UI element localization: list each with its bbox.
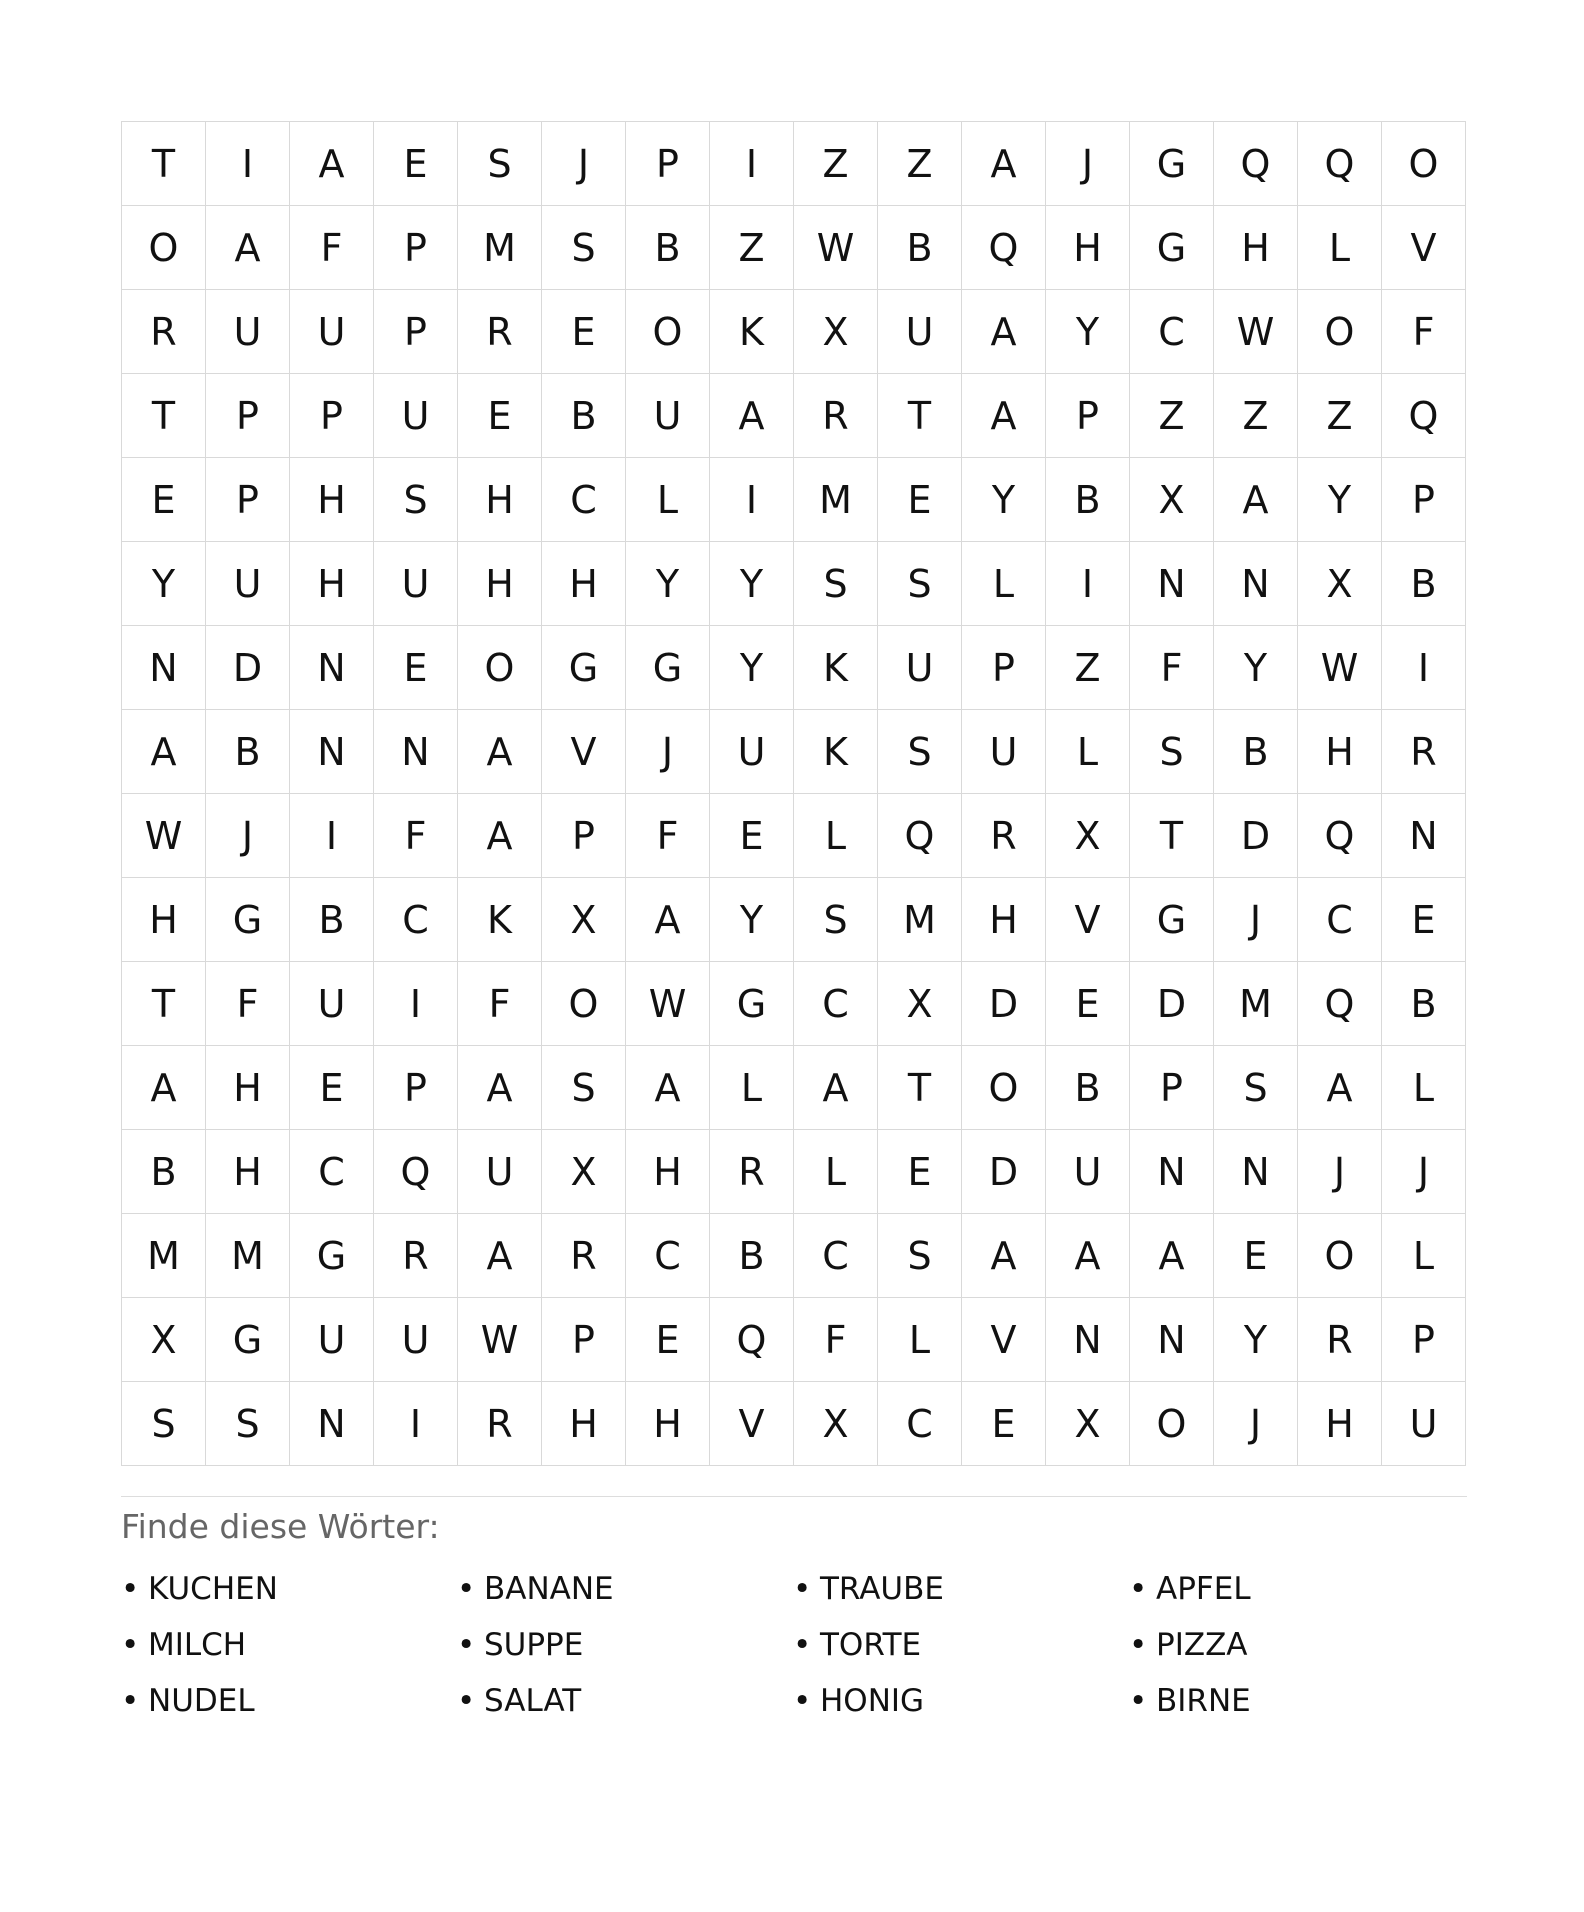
grid-cell[interactable]: J bbox=[206, 794, 290, 878]
grid-cell[interactable]: R bbox=[710, 1130, 794, 1214]
grid-cell[interactable]: P bbox=[374, 1046, 458, 1130]
grid-cell[interactable]: M bbox=[458, 206, 542, 290]
grid-cell[interactable]: P bbox=[542, 1298, 626, 1382]
grid-cell[interactable]: J bbox=[542, 122, 626, 206]
grid-cell[interactable]: F bbox=[626, 794, 710, 878]
grid-cell[interactable]: A bbox=[458, 1046, 542, 1130]
grid-cell[interactable]: H bbox=[542, 542, 626, 626]
word-label: TRAUBE bbox=[820, 1571, 944, 1607]
grid-cell[interactable]: E bbox=[626, 1298, 710, 1382]
grid-cell[interactable]: A bbox=[962, 374, 1046, 458]
grid-cell[interactable]: C bbox=[626, 1214, 710, 1298]
grid-cell[interactable]: Q bbox=[1214, 122, 1298, 206]
grid-cell[interactable]: R bbox=[458, 290, 542, 374]
grid-cell[interactable]: E bbox=[1382, 878, 1466, 962]
grid-cell[interactable]: C bbox=[794, 962, 878, 1046]
grid-cell[interactable]: O bbox=[1298, 1214, 1382, 1298]
grid-cell[interactable]: E bbox=[1214, 1214, 1298, 1298]
grid-cell[interactable]: C bbox=[290, 1130, 374, 1214]
grid-cell[interactable]: L bbox=[1046, 710, 1130, 794]
grid-cell[interactable]: R bbox=[458, 1382, 542, 1466]
grid-cell[interactable]: M bbox=[878, 878, 962, 962]
grid-cell[interactable]: A bbox=[122, 1046, 206, 1130]
grid-cell[interactable]: W bbox=[122, 794, 206, 878]
grid-cell[interactable]: P bbox=[626, 122, 710, 206]
grid-cell[interactable]: T bbox=[878, 374, 962, 458]
grid-cell[interactable]: Z bbox=[1214, 374, 1298, 458]
grid-cell[interactable]: I bbox=[710, 122, 794, 206]
grid-cell[interactable]: N bbox=[1214, 1130, 1298, 1214]
grid-cell[interactable]: P bbox=[290, 374, 374, 458]
grid-cell[interactable]: N bbox=[290, 710, 374, 794]
grid-cell[interactable]: A bbox=[626, 878, 710, 962]
grid-cell[interactable]: A bbox=[1214, 458, 1298, 542]
grid-cell[interactable]: V bbox=[1382, 206, 1466, 290]
grid-cell[interactable]: G bbox=[290, 1214, 374, 1298]
grid-cell[interactable]: T bbox=[878, 1046, 962, 1130]
grid-cell[interactable]: R bbox=[122, 290, 206, 374]
grid-cell[interactable]: Y bbox=[626, 542, 710, 626]
grid-cell[interactable]: K bbox=[794, 626, 878, 710]
word-label: KUCHEN bbox=[148, 1571, 278, 1607]
grid-cell[interactable]: H bbox=[458, 458, 542, 542]
grid-cell[interactable]: A bbox=[290, 122, 374, 206]
grid-cell[interactable]: Z bbox=[1130, 374, 1214, 458]
word-search-puzzle bbox=[121, 121, 1467, 1722]
grid-cell[interactable]: T bbox=[122, 122, 206, 206]
grid-cell[interactable]: Z bbox=[1046, 626, 1130, 710]
bullet-icon: • bbox=[1129, 1683, 1148, 1719]
grid-cell[interactable]: O bbox=[1130, 1382, 1214, 1466]
grid-cell[interactable]: S bbox=[374, 458, 458, 542]
grid-cell[interactable]: V bbox=[710, 1382, 794, 1466]
grid-cell[interactable]: B bbox=[290, 878, 374, 962]
grid-cell[interactable]: W bbox=[1214, 290, 1298, 374]
grid-cell[interactable]: B bbox=[710, 1214, 794, 1298]
grid-cell[interactable]: S bbox=[542, 206, 626, 290]
grid-cell[interactable]: M bbox=[206, 1214, 290, 1298]
grid-cell[interactable]: S bbox=[878, 1214, 962, 1298]
grid-cell[interactable]: Y bbox=[1298, 458, 1382, 542]
word-label: SUPPE bbox=[484, 1627, 584, 1663]
grid-cell[interactable]: H bbox=[1298, 1382, 1382, 1466]
grid-cell[interactable]: F bbox=[794, 1298, 878, 1382]
grid-cell[interactable]: H bbox=[122, 878, 206, 962]
grid-cell[interactable]: L bbox=[1298, 206, 1382, 290]
grid-cell[interactable]: S bbox=[458, 122, 542, 206]
grid-cell[interactable]: C bbox=[542, 458, 626, 542]
word-label: BANANE bbox=[484, 1571, 614, 1607]
grid-cell[interactable]: U bbox=[710, 710, 794, 794]
grid-cell[interactable]: R bbox=[1298, 1298, 1382, 1382]
grid-cell[interactable]: U bbox=[206, 542, 290, 626]
grid-cell[interactable]: J bbox=[1382, 1130, 1466, 1214]
grid-cell[interactable]: Z bbox=[794, 122, 878, 206]
bullet-icon: • bbox=[457, 1571, 476, 1607]
grid-cell[interactable]: A bbox=[458, 1214, 542, 1298]
word-label: APFEL bbox=[1156, 1571, 1251, 1607]
word-list-item bbox=[1129, 1568, 1465, 1610]
grid-cell[interactable]: J bbox=[1214, 1382, 1298, 1466]
grid-cell[interactable]: U bbox=[290, 290, 374, 374]
grid-cell[interactable]: H bbox=[626, 1130, 710, 1214]
grid-cell[interactable]: A bbox=[122, 710, 206, 794]
grid-cell[interactable]: G bbox=[206, 1298, 290, 1382]
grid-cell[interactable]: K bbox=[710, 290, 794, 374]
grid-cell[interactable]: B bbox=[878, 206, 962, 290]
grid-cell[interactable]: I bbox=[1046, 542, 1130, 626]
grid-cell[interactable]: R bbox=[794, 374, 878, 458]
grid-cell[interactable]: O bbox=[122, 206, 206, 290]
word-list-item bbox=[793, 1568, 1129, 1610]
grid-cell[interactable]: H bbox=[206, 1130, 290, 1214]
grid-cell[interactable]: N bbox=[1130, 542, 1214, 626]
grid-cell[interactable]: N bbox=[374, 710, 458, 794]
grid-cell[interactable]: Z bbox=[878, 122, 962, 206]
grid-cell[interactable]: L bbox=[626, 458, 710, 542]
grid-cell[interactable]: E bbox=[122, 458, 206, 542]
grid-cell[interactable]: H bbox=[290, 458, 374, 542]
word-list-item bbox=[793, 1624, 1129, 1666]
grid-cell[interactable]: S bbox=[794, 878, 878, 962]
grid-cell[interactable]: R bbox=[542, 1214, 626, 1298]
word-list-item bbox=[1129, 1624, 1465, 1666]
divider bbox=[121, 1496, 1467, 1497]
grid-cell[interactable]: A bbox=[1046, 1214, 1130, 1298]
bullet-icon: • bbox=[793, 1571, 812, 1607]
grid-cell[interactable]: B bbox=[206, 710, 290, 794]
grid-cell[interactable]: L bbox=[794, 1130, 878, 1214]
grid-cell[interactable]: C bbox=[878, 1382, 962, 1466]
grid-cell[interactable]: O bbox=[626, 290, 710, 374]
grid-cell[interactable]: O bbox=[1382, 122, 1466, 206]
grid-cell[interactable]: G bbox=[1130, 206, 1214, 290]
grid-cell[interactable]: H bbox=[542, 1382, 626, 1466]
grid-cell[interactable]: P bbox=[374, 206, 458, 290]
grid-cell[interactable]: C bbox=[1130, 290, 1214, 374]
grid-cell[interactable]: N bbox=[1214, 542, 1298, 626]
grid-cell[interactable]: E bbox=[374, 626, 458, 710]
grid-cell[interactable]: S bbox=[878, 542, 962, 626]
grid-cell[interactable]: E bbox=[878, 1130, 962, 1214]
grid-cell[interactable]: I bbox=[374, 962, 458, 1046]
grid-cell[interactable]: I bbox=[1382, 626, 1466, 710]
grid-cell[interactable]: Q bbox=[1298, 962, 1382, 1046]
grid-cell[interactable]: L bbox=[794, 794, 878, 878]
grid-cell[interactable]: M bbox=[1214, 962, 1298, 1046]
bullet-icon: • bbox=[121, 1683, 140, 1719]
grid-cell[interactable]: H bbox=[1046, 206, 1130, 290]
grid-cell[interactable]: D bbox=[962, 1130, 1046, 1214]
grid-cell[interactable]: T bbox=[122, 962, 206, 1046]
word-label: PIZZA bbox=[1156, 1627, 1248, 1663]
grid-cell[interactable]: A bbox=[962, 290, 1046, 374]
word-label: HONIG bbox=[820, 1683, 925, 1719]
grid-cell[interactable]: N bbox=[1382, 794, 1466, 878]
bullet-icon: • bbox=[793, 1627, 812, 1663]
grid-cell[interactable]: M bbox=[794, 458, 878, 542]
grid-cell[interactable]: P bbox=[1382, 1298, 1466, 1382]
grid-cell[interactable]: W bbox=[626, 962, 710, 1046]
grid-cell[interactable]: X bbox=[1046, 1382, 1130, 1466]
grid-cell[interactable]: A bbox=[1298, 1046, 1382, 1130]
word-label: BIRNE bbox=[1156, 1683, 1251, 1719]
grid-cell[interactable]: U bbox=[1382, 1382, 1466, 1466]
grid-cell[interactable]: E bbox=[1046, 962, 1130, 1046]
grid-cell[interactable]: N bbox=[122, 626, 206, 710]
grid-cell[interactable]: G bbox=[206, 878, 290, 962]
grid-cell[interactable]: U bbox=[290, 962, 374, 1046]
grid-cell[interactable]: A bbox=[626, 1046, 710, 1130]
grid-cell[interactable]: U bbox=[206, 290, 290, 374]
grid-cell[interactable]: I bbox=[374, 1382, 458, 1466]
grid-cell[interactable]: O bbox=[962, 1046, 1046, 1130]
bullet-icon: • bbox=[121, 1571, 140, 1607]
grid-cell[interactable]: P bbox=[1382, 458, 1466, 542]
bullet-icon: • bbox=[793, 1683, 812, 1719]
grid-cell[interactable]: E bbox=[458, 374, 542, 458]
grid-cell[interactable]: L bbox=[1382, 1046, 1466, 1130]
grid-cell[interactable]: G bbox=[542, 626, 626, 710]
grid-cell[interactable]: D bbox=[206, 626, 290, 710]
grid-cell[interactable]: R bbox=[962, 794, 1046, 878]
grid-cell[interactable]: V bbox=[542, 710, 626, 794]
grid-cell[interactable]: A bbox=[1130, 1214, 1214, 1298]
grid-cell[interactable]: P bbox=[1130, 1046, 1214, 1130]
grid-cell[interactable]: Y bbox=[122, 542, 206, 626]
word-list bbox=[121, 1568, 1467, 1722]
grid-cell[interactable]: Q bbox=[374, 1130, 458, 1214]
grid-cell[interactable]: B bbox=[1382, 542, 1466, 626]
grid-cell[interactable]: S bbox=[794, 542, 878, 626]
grid-cell[interactable]: J bbox=[1214, 878, 1298, 962]
grid-cell[interactable]: J bbox=[1046, 122, 1130, 206]
grid-cell[interactable]: Q bbox=[878, 794, 962, 878]
grid-cell[interactable]: P bbox=[206, 458, 290, 542]
grid-cell[interactable]: V bbox=[1046, 878, 1130, 962]
grid-cell[interactable]: G bbox=[1130, 122, 1214, 206]
grid-cell[interactable]: T bbox=[122, 374, 206, 458]
grid-cell[interactable]: B bbox=[1214, 710, 1298, 794]
grid-cell[interactable]: S bbox=[1130, 710, 1214, 794]
letter-grid bbox=[121, 121, 1466, 1466]
word-list-item bbox=[793, 1680, 1129, 1722]
grid-cell[interactable]: R bbox=[374, 1214, 458, 1298]
grid-cell[interactable]: S bbox=[878, 710, 962, 794]
grid-cell[interactable]: Z bbox=[1298, 374, 1382, 458]
grid-cell[interactable]: N bbox=[1130, 1130, 1214, 1214]
word-list-heading: Finde diese Wörter: bbox=[121, 1507, 440, 1546]
grid-cell[interactable]: T bbox=[1130, 794, 1214, 878]
bullet-icon: • bbox=[1129, 1627, 1148, 1663]
bullet-icon: • bbox=[121, 1627, 140, 1663]
bullet-icon: • bbox=[457, 1683, 476, 1719]
grid-cell[interactable]: D bbox=[1214, 794, 1298, 878]
word-label: MILCH bbox=[148, 1627, 247, 1663]
grid-cell[interactable]: Q bbox=[710, 1298, 794, 1382]
grid-cell[interactable]: W bbox=[458, 1298, 542, 1382]
grid-cell[interactable]: U bbox=[962, 710, 1046, 794]
grid-cell[interactable]: X bbox=[794, 290, 878, 374]
word-label: SALAT bbox=[484, 1683, 582, 1719]
grid-cell[interactable]: Q bbox=[1298, 794, 1382, 878]
grid-cell[interactable]: E bbox=[710, 794, 794, 878]
grid-cell[interactable]: F bbox=[1382, 290, 1466, 374]
grid-cell[interactable]: U bbox=[1046, 1130, 1130, 1214]
grid-cell[interactable]: B bbox=[1046, 458, 1130, 542]
grid-cell[interactable]: X bbox=[1298, 542, 1382, 626]
grid-cell[interactable]: O bbox=[1298, 290, 1382, 374]
grid-cell[interactable]: C bbox=[1298, 878, 1382, 962]
grid-cell[interactable]: H bbox=[206, 1046, 290, 1130]
grid-cell[interactable]: N bbox=[290, 626, 374, 710]
grid-cell[interactable]: P bbox=[206, 374, 290, 458]
word-list-item bbox=[457, 1624, 793, 1666]
grid-cell[interactable]: Y bbox=[1046, 290, 1130, 374]
grid-cell[interactable]: H bbox=[1298, 710, 1382, 794]
grid-cell[interactable]: J bbox=[1298, 1130, 1382, 1214]
grid-cell[interactable]: Z bbox=[710, 206, 794, 290]
grid-cell[interactable]: E bbox=[290, 1046, 374, 1130]
word-list-item bbox=[457, 1568, 793, 1610]
grid-cell[interactable]: A bbox=[962, 1214, 1046, 1298]
grid-cell[interactable]: U bbox=[458, 1130, 542, 1214]
grid-cell[interactable]: X bbox=[122, 1298, 206, 1382]
grid-cell[interactable]: X bbox=[794, 1382, 878, 1466]
grid-cell[interactable]: Q bbox=[1298, 122, 1382, 206]
grid-cell[interactable]: X bbox=[1046, 794, 1130, 878]
grid-cell[interactable]: F bbox=[290, 206, 374, 290]
grid-cell[interactable]: X bbox=[542, 1130, 626, 1214]
grid-cell[interactable]: V bbox=[962, 1298, 1046, 1382]
grid-cell[interactable]: E bbox=[962, 1382, 1046, 1466]
grid-cell[interactable]: X bbox=[542, 878, 626, 962]
bullet-icon: • bbox=[457, 1627, 476, 1663]
grid-cell[interactable]: M bbox=[122, 1214, 206, 1298]
grid-cell[interactable]: K bbox=[794, 710, 878, 794]
grid-cell[interactable]: S bbox=[1214, 1046, 1298, 1130]
grid-cell[interactable]: L bbox=[962, 542, 1046, 626]
grid-cell[interactable]: U bbox=[290, 1298, 374, 1382]
grid-cell[interactable]: B bbox=[626, 206, 710, 290]
grid-cell[interactable]: Q bbox=[1382, 374, 1466, 458]
word-label: NUDEL bbox=[148, 1683, 255, 1719]
grid-cell[interactable]: S bbox=[122, 1382, 206, 1466]
grid-cell[interactable]: F bbox=[374, 794, 458, 878]
word-list-item bbox=[121, 1680, 457, 1722]
grid-cell[interactable]: Y bbox=[710, 542, 794, 626]
grid-cell[interactable]: Q bbox=[962, 206, 1046, 290]
grid-cell[interactable]: S bbox=[206, 1382, 290, 1466]
grid-cell[interactable]: B bbox=[1382, 962, 1466, 1046]
grid-cell[interactable]: G bbox=[710, 962, 794, 1046]
grid-cell[interactable]: D bbox=[1130, 962, 1214, 1046]
grid-cell[interactable]: D bbox=[962, 962, 1046, 1046]
grid-cell[interactable]: Y bbox=[962, 458, 1046, 542]
grid-cell[interactable]: I bbox=[206, 122, 290, 206]
grid-cell[interactable]: W bbox=[794, 206, 878, 290]
grid-cell[interactable]: P bbox=[962, 626, 1046, 710]
grid-cell[interactable]: B bbox=[542, 374, 626, 458]
grid-cell[interactable]: N bbox=[1130, 1298, 1214, 1382]
grid-cell[interactable]: H bbox=[962, 878, 1046, 962]
grid-cell[interactable]: A bbox=[710, 374, 794, 458]
grid-cell[interactable]: U bbox=[374, 542, 458, 626]
grid-cell[interactable]: F bbox=[1130, 626, 1214, 710]
grid-cell[interactable]: B bbox=[1046, 1046, 1130, 1130]
grid-cell[interactable]: Y bbox=[710, 626, 794, 710]
word-list-item bbox=[1129, 1680, 1465, 1722]
bullet-icon: • bbox=[1129, 1571, 1148, 1607]
grid-cell[interactable]: H bbox=[458, 542, 542, 626]
grid-cell[interactable]: N bbox=[290, 1382, 374, 1466]
grid-cell[interactable]: B bbox=[122, 1130, 206, 1214]
grid-cell[interactable]: A bbox=[458, 794, 542, 878]
grid-cell[interactable]: W bbox=[1298, 626, 1382, 710]
grid-cell[interactable]: X bbox=[878, 962, 962, 1046]
grid-cell[interactable]: N bbox=[1046, 1298, 1130, 1382]
grid-cell[interactable]: P bbox=[374, 290, 458, 374]
grid-cell[interactable]: H bbox=[290, 542, 374, 626]
grid-cell[interactable]: G bbox=[626, 626, 710, 710]
grid-cell[interactable]: Y bbox=[710, 878, 794, 962]
grid-cell[interactable]: P bbox=[542, 794, 626, 878]
grid-cell[interactable]: C bbox=[794, 1214, 878, 1298]
word-list-item bbox=[121, 1568, 457, 1610]
grid-cell[interactable]: E bbox=[542, 290, 626, 374]
grid-cell[interactable]: R bbox=[1382, 710, 1466, 794]
grid-cell[interactable]: O bbox=[542, 962, 626, 1046]
grid-cell[interactable]: E bbox=[878, 458, 962, 542]
word-list-item bbox=[457, 1680, 793, 1722]
grid-cell[interactable]: A bbox=[458, 710, 542, 794]
grid-cell[interactable]: H bbox=[626, 1382, 710, 1466]
grid-cell[interactable]: U bbox=[374, 1298, 458, 1382]
grid-cell[interactable]: H bbox=[1214, 206, 1298, 290]
grid-cell[interactable]: G bbox=[1130, 878, 1214, 962]
grid-cell[interactable]: S bbox=[542, 1046, 626, 1130]
grid-cell[interactable]: Y bbox=[1214, 626, 1298, 710]
grid-cell[interactable]: Y bbox=[1214, 1298, 1298, 1382]
grid-cell[interactable]: I bbox=[290, 794, 374, 878]
grid-cell[interactable]: U bbox=[374, 374, 458, 458]
grid-cell[interactable]: I bbox=[710, 458, 794, 542]
grid-cell[interactable]: U bbox=[626, 374, 710, 458]
grid-cell[interactable]: F bbox=[458, 962, 542, 1046]
grid-cell[interactable]: J bbox=[626, 710, 710, 794]
grid-cell[interactable]: C bbox=[374, 878, 458, 962]
word-label: TORTE bbox=[820, 1627, 922, 1663]
grid-cell[interactable]: P bbox=[1046, 374, 1130, 458]
grid-cell[interactable]: E bbox=[374, 122, 458, 206]
grid-cell[interactable]: X bbox=[1130, 458, 1214, 542]
grid-cell[interactable]: U bbox=[878, 626, 962, 710]
grid-cell[interactable]: F bbox=[206, 962, 290, 1046]
grid-cell[interactable]: L bbox=[710, 1046, 794, 1130]
grid-cell[interactable]: K bbox=[458, 878, 542, 962]
grid-cell[interactable]: U bbox=[878, 290, 962, 374]
grid-cell[interactable]: A bbox=[206, 206, 290, 290]
grid-cell[interactable]: L bbox=[1382, 1214, 1466, 1298]
grid-cell[interactable]: A bbox=[962, 122, 1046, 206]
word-list-item bbox=[121, 1624, 457, 1666]
grid-cell[interactable]: L bbox=[878, 1298, 962, 1382]
grid-cell[interactable]: A bbox=[794, 1046, 878, 1130]
grid-cell[interactable]: O bbox=[458, 626, 542, 710]
